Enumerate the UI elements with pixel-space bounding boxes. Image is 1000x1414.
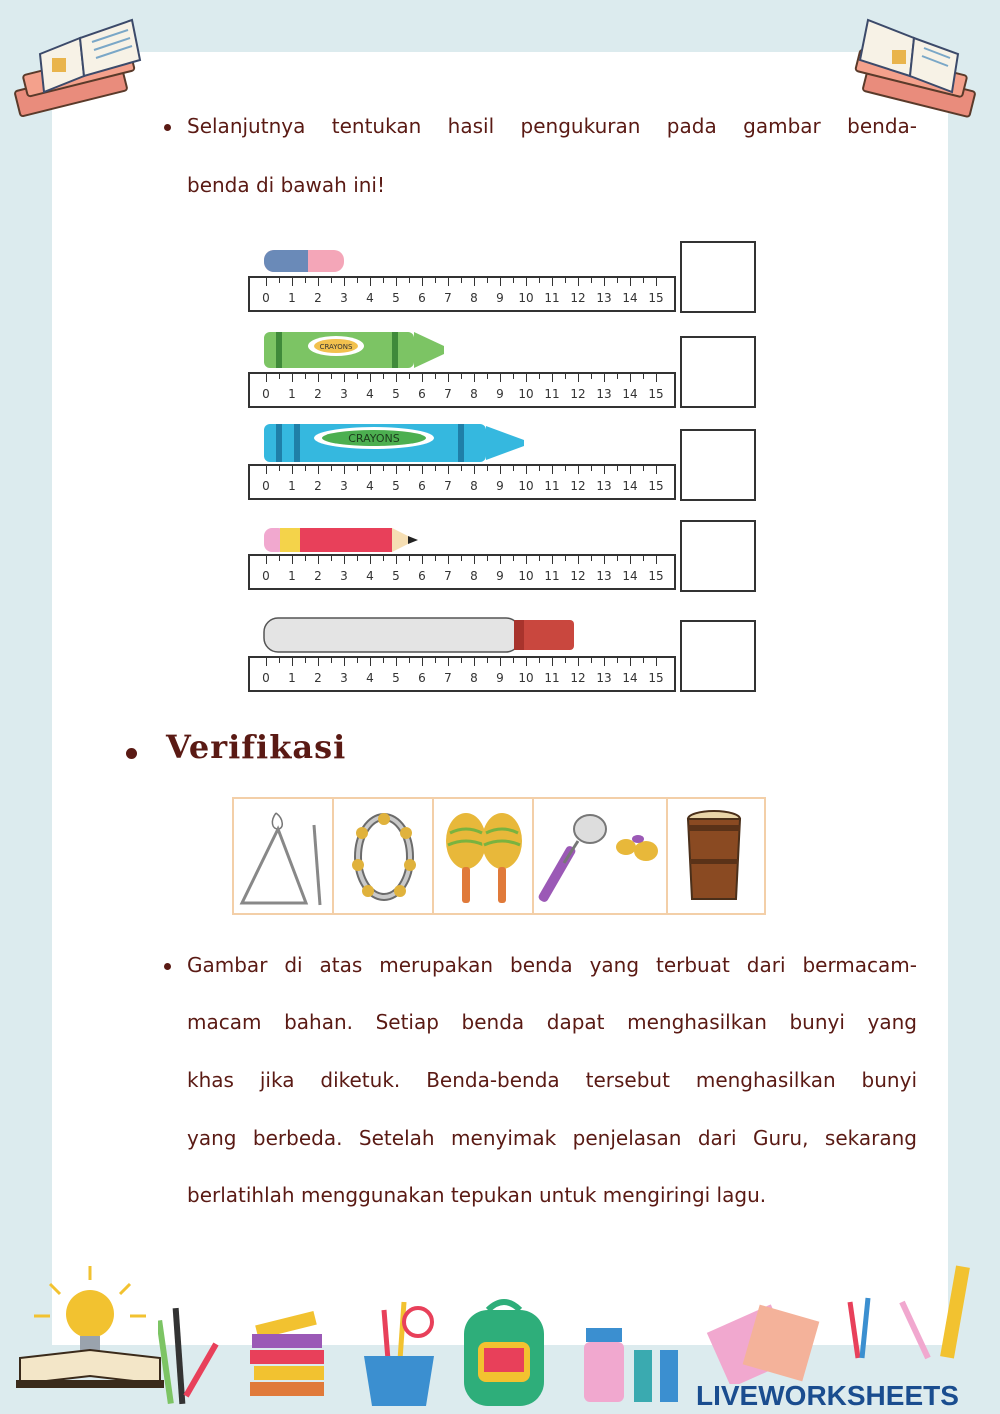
ruler-minor-tick (617, 556, 618, 561)
ruler-minor-tick (513, 466, 514, 471)
ruler-minor-tick (383, 556, 384, 561)
ruler-number: 13 (596, 569, 612, 583)
ruler-number: 13 (596, 387, 612, 401)
answer-box-blue-crayon[interactable] (680, 429, 756, 501)
ruler-number: 2 (314, 387, 322, 401)
ruler-tick (318, 374, 319, 382)
ruler-tick (318, 278, 319, 286)
ruler-tick (474, 466, 475, 474)
ruler-number: 3 (340, 671, 348, 685)
ruler-number: 5 (392, 671, 400, 685)
blue-crayon-icon (262, 422, 532, 464)
shaker-castanets-icon (534, 799, 666, 913)
ruler-minor-tick (279, 278, 280, 283)
ruler-tick (370, 658, 371, 666)
ruler-tick (578, 374, 579, 382)
ruler-tick (500, 658, 501, 666)
ruler-minor-tick (591, 658, 592, 663)
ruler-number: 10 (518, 569, 534, 583)
ruler-tick (500, 556, 501, 564)
ruler-minor-tick (357, 556, 358, 561)
worksheet-page (52, 52, 948, 1352)
ruler-minor-tick (435, 278, 436, 283)
ruler-number: 9 (496, 479, 504, 493)
ruler-minor-tick (305, 556, 306, 561)
paragraph-line-1: Gambar di atas merupakan benda yang terbuat dari bermacam- (187, 953, 917, 977)
pencil-icon (262, 524, 426, 556)
ruler-tick (604, 658, 605, 666)
ruler-number: 3 (340, 291, 348, 305)
ruler-minor-tick (305, 278, 306, 283)
ruler-number: 15 (648, 387, 664, 401)
ruler-number: 4 (366, 479, 374, 493)
ruler-tick (552, 556, 553, 564)
shaker-castanets-cell (534, 799, 668, 913)
ruler-number: 15 (648, 569, 664, 583)
ruler-tick (266, 658, 267, 666)
pencil-cup-icon (354, 1296, 444, 1410)
pencils-icon (158, 1300, 224, 1410)
ruler-number: 3 (340, 569, 348, 583)
ruler-tick (474, 658, 475, 666)
ruler-number: 1 (288, 387, 296, 401)
notebooks-icon (696, 1304, 826, 1384)
ruler-tick (292, 278, 293, 286)
ruler-minor-tick (409, 556, 410, 561)
ruler-tick (292, 466, 293, 474)
ruler-minor-tick (435, 466, 436, 471)
ruler-minor-tick (305, 374, 306, 379)
ruler-tick (500, 278, 501, 286)
intro-line-1: Selanjutnya tentukan hasil pengukuran pada gambar benda- (187, 114, 917, 138)
ruler-number: 13 (596, 671, 612, 685)
ruler-minor-tick (331, 278, 332, 283)
ruler-number: 9 (496, 387, 504, 401)
ruler-number: 10 (518, 387, 534, 401)
ruler-tick (526, 466, 527, 474)
ruler-minor-tick (357, 466, 358, 471)
ruler-minor-tick (279, 556, 280, 561)
ruler-tick (500, 466, 501, 474)
ruler-number: 3 (340, 479, 348, 493)
triangle-cell (234, 799, 334, 913)
ruler-number: 11 (544, 291, 560, 305)
ruler-tick (422, 466, 423, 474)
ruler-tick (448, 374, 449, 382)
ruler-minor-tick (409, 278, 410, 283)
ruler-tick (266, 374, 267, 382)
ruler (248, 372, 676, 408)
ruler-number: 8 (470, 569, 478, 583)
ruler-tick (448, 278, 449, 286)
ruler-minor-tick (435, 658, 436, 663)
ruler-number: 9 (496, 569, 504, 583)
ruler-number: 1 (288, 569, 296, 583)
ruler-minor-tick (487, 278, 488, 283)
crayon-label: CRAYONS (319, 343, 353, 351)
ruler-minor-tick (435, 374, 436, 379)
ruler-number: 6 (418, 387, 426, 401)
ruler-number: 12 (570, 569, 586, 583)
ruler-number: 14 (622, 291, 638, 305)
ruler-number: 11 (544, 671, 560, 685)
ruler-minor-tick (305, 658, 306, 663)
ruler-minor-tick (461, 658, 462, 663)
ruler-number: 8 (470, 671, 478, 685)
ruler-tick (266, 278, 267, 286)
ruler-tick (656, 466, 657, 474)
ruler-number: 1 (288, 479, 296, 493)
ruler-minor-tick (591, 278, 592, 283)
ruler-tick (656, 278, 657, 286)
ruler-tick (370, 374, 371, 382)
book-stack-icon (846, 14, 986, 120)
ruler-minor-tick (461, 466, 462, 471)
ruler-minor-tick (305, 466, 306, 471)
ruler-minor-tick (513, 278, 514, 283)
ruler-number: 3 (340, 387, 348, 401)
tambourine-cell (334, 799, 434, 913)
ruler-number: 14 (622, 479, 638, 493)
ruler-number: 4 (366, 291, 374, 305)
answer-box-pencil[interactable] (680, 520, 756, 592)
ruler-tick (500, 374, 501, 382)
ruler-number: 2 (314, 479, 322, 493)
ruler-tick (656, 556, 657, 564)
ruler-number: 2 (314, 291, 322, 305)
art-tools-icon (832, 1262, 992, 1362)
ruler-number: 4 (366, 569, 374, 583)
ruler-tick (448, 556, 449, 564)
ruler-minor-tick (331, 374, 332, 379)
ruler-tick (630, 374, 631, 382)
ruler-minor-tick (617, 658, 618, 663)
answer-box-marker[interactable] (680, 620, 756, 692)
ruler-tick (422, 658, 423, 666)
ruler-minor-tick (565, 658, 566, 663)
ruler-tick (578, 278, 579, 286)
answer-box-green-crayon[interactable] (680, 336, 756, 408)
ruler-minor-tick (617, 466, 618, 471)
ruler-tick (318, 466, 319, 474)
ruler-minor-tick (591, 466, 592, 471)
ruler-minor-tick (383, 466, 384, 471)
ruler-number: 0 (262, 291, 270, 305)
ruler-minor-tick (565, 374, 566, 379)
ruler-tick (474, 278, 475, 286)
bullet (164, 963, 171, 970)
ruler-number: 7 (444, 291, 452, 305)
ruler-tick (578, 556, 579, 564)
intro-line-2: benda di bawah ini! (187, 173, 385, 197)
ruler-tick (604, 374, 605, 382)
ruler-tick (292, 556, 293, 564)
ruler-minor-tick (539, 466, 540, 471)
ruler-number: 14 (622, 671, 638, 685)
ruler-number: 5 (392, 291, 400, 305)
ruler-tick (630, 658, 631, 666)
ruler (248, 464, 676, 500)
bullet (164, 124, 171, 131)
ruler-number: 7 (444, 671, 452, 685)
ruler-tick (370, 278, 371, 286)
ruler-tick (370, 556, 371, 564)
ruler-tick (578, 658, 579, 666)
ruler-number: 11 (544, 569, 560, 583)
ruler-minor-tick (383, 658, 384, 663)
ruler-minor-tick (409, 658, 410, 663)
ruler-number: 13 (596, 291, 612, 305)
ruler-minor-tick (539, 374, 540, 379)
book-pile-icon (246, 1310, 332, 1410)
ruler-number: 10 (518, 291, 534, 305)
ruler-number: 6 (418, 569, 426, 583)
ruler-tick (344, 278, 345, 286)
ruler-tick (344, 466, 345, 474)
ruler-tick (448, 658, 449, 666)
ruler-minor-tick (565, 556, 566, 561)
maracas-icon (434, 799, 532, 913)
ruler-tick (526, 374, 527, 382)
ruler-number: 0 (262, 569, 270, 583)
ruler-minor-tick (539, 278, 540, 283)
ruler-number: 8 (470, 291, 478, 305)
maracas-cell (434, 799, 534, 913)
ruler-minor-tick (461, 374, 462, 379)
crayon-label: CRAYONS (348, 432, 400, 445)
ruler-minor-tick (513, 374, 514, 379)
ruler-number: 7 (444, 479, 452, 493)
ruler-number: 12 (570, 479, 586, 493)
lightbulb-book-icon (10, 1258, 170, 1408)
ruler-tick (422, 556, 423, 564)
ruler-tick (526, 278, 527, 286)
ruler-minor-tick (643, 278, 644, 283)
backpack-icon (452, 1294, 556, 1410)
ruler-tick (422, 278, 423, 286)
ruler-tick (318, 658, 319, 666)
tambourine-icon (334, 799, 432, 913)
ruler-tick (396, 278, 397, 286)
ruler-number: 9 (496, 671, 504, 685)
section-bullet (126, 748, 137, 759)
ruler-minor-tick (487, 658, 488, 663)
ruler-tick (630, 278, 631, 286)
ruler-number: 6 (418, 671, 426, 685)
ruler (248, 276, 676, 312)
ruler-minor-tick (643, 466, 644, 471)
ruler-minor-tick (383, 374, 384, 379)
ruler-number: 7 (444, 569, 452, 583)
drum-cell (668, 799, 764, 913)
ruler-tick (656, 374, 657, 382)
ruler-number: 1 (288, 671, 296, 685)
ruler-minor-tick (591, 556, 592, 561)
ruler-tick (344, 658, 345, 666)
ruler-tick (552, 466, 553, 474)
ruler-number: 0 (262, 387, 270, 401)
paragraph-line-3: khas jika diketuk. Benda-benda tersebut menghasilkan bunyi (187, 1068, 917, 1092)
ruler-number: 10 (518, 479, 534, 493)
ruler-number: 12 (570, 671, 586, 685)
ruler-minor-tick (643, 556, 644, 561)
ruler-number: 11 (544, 387, 560, 401)
ruler-tick (292, 658, 293, 666)
ruler (248, 656, 676, 692)
section-title: Verifikasi (166, 728, 347, 766)
ruler-tick (448, 466, 449, 474)
ruler-minor-tick (513, 556, 514, 561)
ruler-tick (292, 374, 293, 382)
ruler-minor-tick (357, 658, 358, 663)
ruler-minor-tick (435, 556, 436, 561)
ruler-minor-tick (279, 466, 280, 471)
ruler-number: 9 (496, 291, 504, 305)
answer-box-eraser[interactable] (680, 241, 756, 313)
ruler-number: 5 (392, 387, 400, 401)
ruler-tick (344, 374, 345, 382)
ruler-number: 5 (392, 479, 400, 493)
ruler-tick (474, 556, 475, 564)
ruler-tick (630, 556, 631, 564)
ruler-tick (266, 556, 267, 564)
ruler-number: 7 (444, 387, 452, 401)
ruler-tick (630, 466, 631, 474)
ruler-minor-tick (487, 374, 488, 379)
ruler-tick (344, 556, 345, 564)
ruler-tick (578, 466, 579, 474)
ruler-number: 6 (418, 479, 426, 493)
ruler-number: 12 (570, 291, 586, 305)
ruler-number: 14 (622, 569, 638, 583)
ruler-tick (396, 466, 397, 474)
ruler-number: 0 (262, 671, 270, 685)
eraser-icon (262, 246, 348, 276)
ruler-tick (656, 658, 657, 666)
ruler-minor-tick (487, 466, 488, 471)
green-crayon-icon (262, 330, 452, 370)
ruler-minor-tick (357, 278, 358, 283)
ruler-minor-tick (409, 374, 410, 379)
ruler-minor-tick (383, 278, 384, 283)
ruler-number: 2 (314, 569, 322, 583)
paragraph-line-5: berlatihlah menggunakan tepukan untuk mengiringi lagu. (187, 1183, 767, 1207)
ruler-tick (552, 278, 553, 286)
ruler-minor-tick (487, 556, 488, 561)
ruler-tick (370, 466, 371, 474)
ruler-tick (552, 658, 553, 666)
marker-icon (262, 614, 582, 656)
ruler-minor-tick (565, 466, 566, 471)
instrument-strip (232, 797, 766, 915)
ruler-minor-tick (565, 278, 566, 283)
ruler-number: 0 (262, 479, 270, 493)
watermark: LIVEWORKSHEETS (696, 1380, 959, 1411)
ruler-minor-tick (279, 658, 280, 663)
ruler-tick (526, 658, 527, 666)
ruler-minor-tick (357, 374, 358, 379)
ruler-minor-tick (461, 278, 462, 283)
ruler-number: 14 (622, 387, 638, 401)
ruler-tick (604, 556, 605, 564)
ruler-number: 11 (544, 479, 560, 493)
ruler-tick (396, 556, 397, 564)
ruler-tick (604, 466, 605, 474)
ruler-number: 15 (648, 479, 664, 493)
ruler-tick (396, 658, 397, 666)
ruler-minor-tick (513, 658, 514, 663)
ruler-tick (526, 556, 527, 564)
ruler-number: 4 (366, 387, 374, 401)
ruler-number: 15 (648, 671, 664, 685)
drum-icon (668, 799, 762, 913)
triangle-icon (234, 799, 332, 913)
ruler-minor-tick (331, 466, 332, 471)
ruler-tick (396, 374, 397, 382)
ruler-minor-tick (539, 658, 540, 663)
ruler-number: 10 (518, 671, 534, 685)
ruler-minor-tick (643, 658, 644, 663)
ruler-number: 6 (418, 291, 426, 305)
ruler-tick (604, 278, 605, 286)
ruler-minor-tick (331, 556, 332, 561)
ruler-minor-tick (539, 556, 540, 561)
ruler-tick (474, 374, 475, 382)
ruler-tick (552, 374, 553, 382)
ruler-tick (318, 556, 319, 564)
book-stack-icon (10, 14, 150, 120)
ruler-minor-tick (461, 556, 462, 561)
ruler-minor-tick (409, 466, 410, 471)
ruler-minor-tick (617, 278, 618, 283)
ruler-number: 5 (392, 569, 400, 583)
ruler-number: 12 (570, 387, 586, 401)
ruler-minor-tick (331, 658, 332, 663)
ruler-minor-tick (617, 374, 618, 379)
ruler (248, 554, 676, 590)
ruler-number: 4 (366, 671, 374, 685)
ruler-minor-tick (591, 374, 592, 379)
ruler-minor-tick (643, 374, 644, 379)
ruler-number: 15 (648, 291, 664, 305)
paragraph-line-4: yang berbeda. Setelah menyimak penjelasan dari Guru, sekarang (187, 1126, 917, 1150)
paint-supplies-icon (580, 1320, 690, 1410)
ruler-number: 2 (314, 671, 322, 685)
ruler-minor-tick (279, 374, 280, 379)
ruler-number: 13 (596, 479, 612, 493)
ruler-number: 1 (288, 291, 296, 305)
ruler-number: 8 (470, 387, 478, 401)
ruler-number: 8 (470, 479, 478, 493)
paragraph-line-2: macam bahan. Setiap benda dapat menghasilkan bunyi yang (187, 1010, 917, 1034)
ruler-tick (266, 466, 267, 474)
ruler-tick (422, 374, 423, 382)
